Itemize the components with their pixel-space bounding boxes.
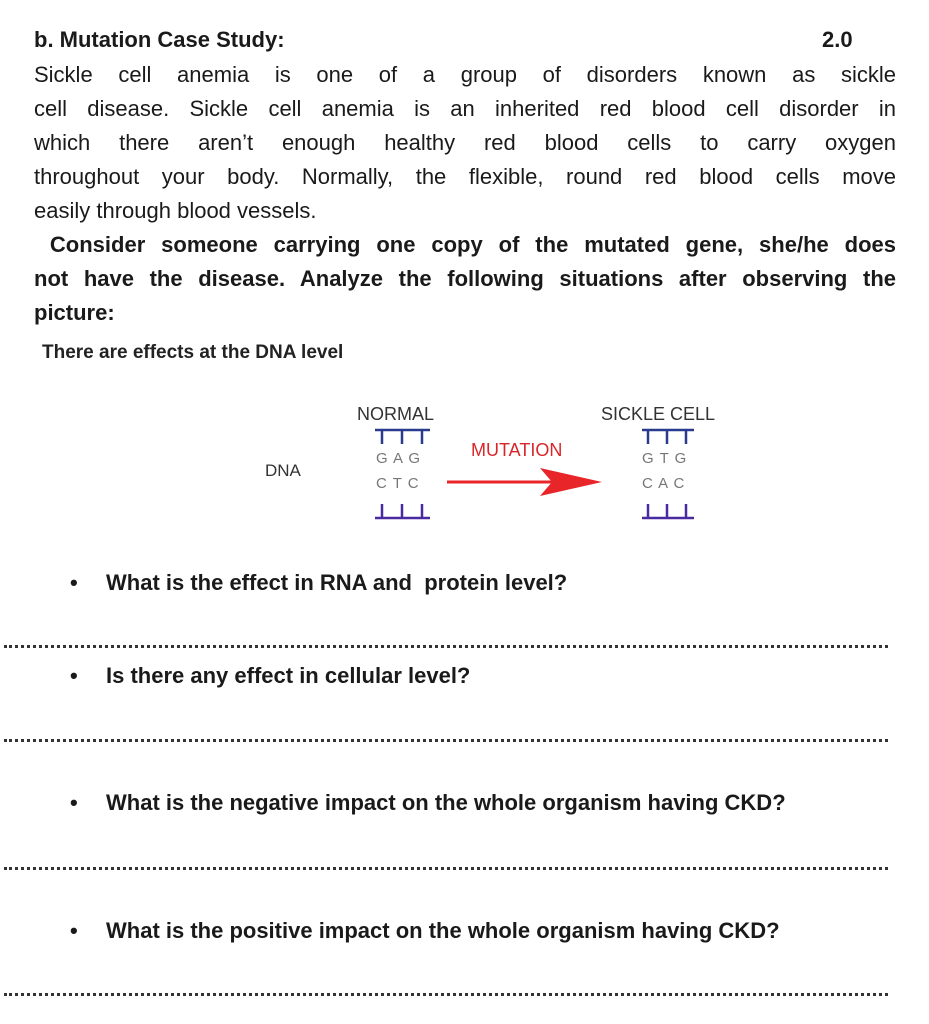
instruction-line-2: not have the disease. Analyze the following situations after observing the: [34, 266, 896, 291]
mutation-arrow: [447, 468, 602, 496]
sickle-cell-label: SICKLE CELL: [601, 404, 716, 424]
question-text: Is there any effect in cellular level?: [106, 663, 471, 688]
mutation-label: MUTATION: [471, 440, 563, 460]
intro-line-4: throughout your body. Normally, the flexible, round red blood cells move: [34, 164, 896, 189]
normal-top-strand-bar: [375, 430, 430, 444]
normal-bottom-strand-bar: [375, 504, 430, 518]
dna-label: DNA: [265, 461, 301, 480]
normal-bottom-bases: C T C: [376, 475, 420, 492]
section-title: b. Mutation Case Study:: [34, 27, 285, 52]
sickle-bottom-bases: C A C: [642, 475, 686, 492]
intro-line-1: Sickle cell anemia is one of a group of disorders known as sickle: [34, 62, 896, 87]
normal-top-bases: G A G: [376, 450, 422, 467]
intro-line-3: which there aren’t enough healthy red blood cells to carry oxygen: [34, 130, 896, 155]
question-4: [70, 918, 780, 944]
question-text: What is the positive impact on the whole organism having CKD?: [106, 918, 780, 943]
answer-line-4[interactable]: [4, 993, 888, 996]
effects-label: There are effects at the DNA level: [42, 342, 344, 363]
answer-line-3[interactable]: [4, 867, 888, 870]
bullet: •: [70, 918, 78, 943]
instruction-line-3: picture:: [34, 300, 115, 325]
normal-label: NORMAL: [357, 404, 435, 424]
question-text: What is the negative impact on the whole organism having CKD?: [106, 790, 786, 815]
bullet: •: [70, 790, 78, 815]
sickle-top-bases: G T G: [642, 450, 688, 467]
question-3: [70, 790, 786, 816]
question-1: [70, 570, 567, 596]
sickle-top-strand-bar: [642, 430, 694, 444]
bullet: •: [70, 663, 78, 688]
answer-line-2[interactable]: [4, 739, 888, 742]
bullet: •: [70, 570, 78, 595]
intro-line-5: easily through blood vessels.: [34, 198, 317, 223]
intro-line-2: cell disease. Sickle cell anemia is an inherited red blood cell disorder in: [34, 96, 896, 121]
answer-line-1[interactable]: [4, 645, 888, 648]
question-2: [70, 663, 470, 689]
score: 2.0: [822, 27, 853, 52]
sickle-bottom-strand-bar: [642, 504, 694, 518]
dna-mutation-diagram: [0, 390, 929, 530]
question-text: What is the effect in RNA and protein level?: [106, 570, 568, 595]
instruction-line-1: Consider someone carrying one copy of the mutated gene, she/he does: [34, 232, 896, 257]
